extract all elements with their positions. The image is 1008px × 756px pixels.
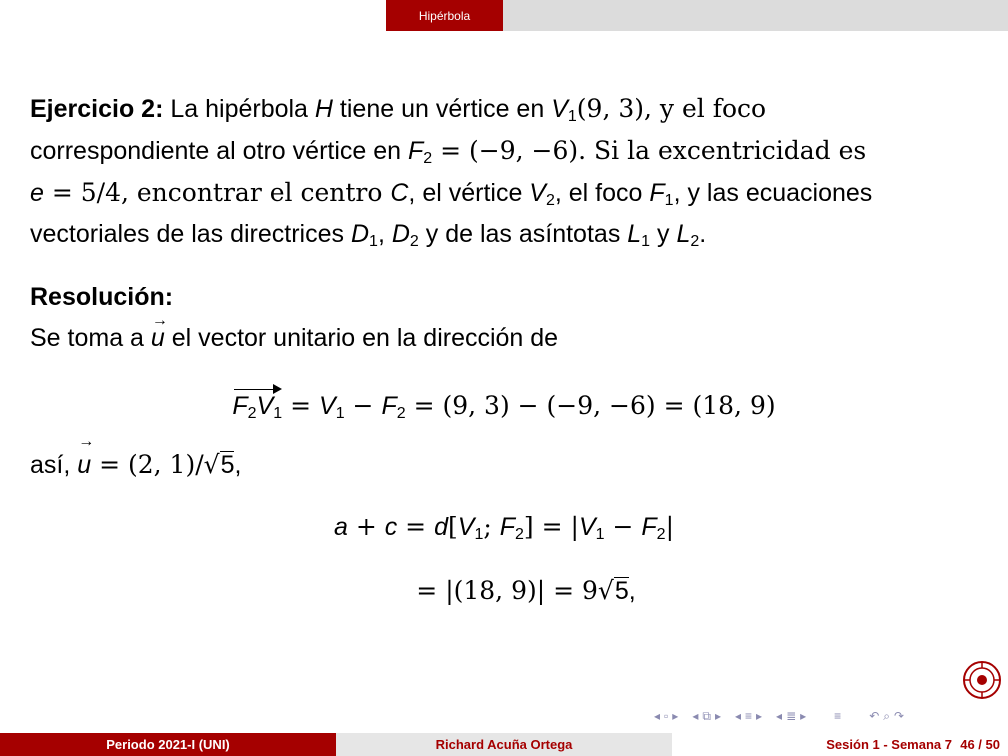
resolution-paragraph	[30, 277, 980, 359]
nav-left-icon[interactable]: ◂	[776, 709, 783, 723]
var-V: V	[457, 513, 475, 541]
footer-session: Sesión 1 - Semana 7	[826, 737, 952, 752]
text: +	[347, 512, 385, 541]
nav-left-icon[interactable]: ◂	[654, 709, 661, 723]
nav-right-icon[interactable]: ▸	[672, 709, 679, 723]
subscript: 2	[409, 233, 419, 250]
var-D: D	[350, 220, 370, 248]
text: ,	[628, 577, 636, 605]
nav-right-icon[interactable]: ▸	[756, 709, 763, 723]
nav-right-icon[interactable]: ▸	[714, 709, 721, 723]
var-C: C	[390, 179, 409, 207]
text: (9, 3), y el foco	[576, 94, 767, 123]
var-a: a	[333, 513, 348, 541]
sqrt-arg: 5	[614, 577, 629, 605]
var-V: V	[578, 513, 596, 541]
var-L: L	[627, 220, 642, 248]
subscript: 1	[474, 526, 484, 543]
text: y	[650, 220, 677, 248]
subscript: 1	[595, 526, 605, 543]
subscript: 2	[396, 405, 406, 422]
subscript: 1	[369, 233, 378, 250]
resolution-label: Resolución:	[30, 283, 174, 311]
vector-u: → u	[151, 318, 165, 359]
var-e: e	[30, 179, 44, 207]
asi-line	[30, 450, 241, 480]
nav-forward-icon[interactable]: ↷	[893, 709, 905, 723]
nav-frame-icon[interactable]: ▫	[664, 709, 669, 723]
subscript: 2	[515, 526, 524, 543]
var-D: D	[391, 220, 410, 248]
header-section-title[interactable]: Hipérbola	[386, 0, 503, 31]
subscript: 2	[656, 526, 666, 543]
var-V: V	[551, 95, 568, 123]
text: vectoriales de las directrices	[30, 220, 351, 248]
equation-3	[0, 576, 1008, 606]
text: = |(18, 9)| = 9√	[416, 576, 614, 605]
text: así,	[30, 451, 78, 479]
text: Se toma a	[30, 324, 151, 352]
nav-search-icon[interactable]: ⌕	[883, 708, 890, 723]
text: −	[344, 391, 382, 420]
nav-left-icon[interactable]: ◂	[734, 709, 741, 723]
text: ] = |	[523, 512, 579, 541]
var-F: F	[232, 392, 248, 420]
text: el vector unitario en la dirección de	[164, 324, 559, 352]
subscript: 2	[423, 150, 433, 167]
footer-page-number: 46 / 50	[960, 737, 1000, 752]
vector-u: → u	[77, 451, 91, 480]
footer-period: Periodo 2021-I (UNI)	[0, 733, 336, 756]
university-seal-icon	[962, 660, 1002, 700]
nav-doc-icon[interactable]: ≣	[786, 709, 797, 723]
beamer-navigation	[654, 708, 904, 724]
subscript: 2	[545, 192, 555, 209]
var-F: F	[641, 513, 657, 541]
nav-section-icon[interactable]: ≡	[745, 709, 753, 723]
exercise-paragraph	[30, 88, 980, 255]
text: = (2, 1)/√	[91, 450, 220, 479]
var-F: F	[381, 392, 397, 420]
nav-subsection-icon[interactable]: ⧉	[702, 708, 711, 723]
nav-appendix-icon[interactable]: ≡	[834, 709, 842, 723]
text: =	[282, 391, 320, 420]
var-F: F	[499, 513, 515, 541]
text: ;	[483, 512, 500, 541]
slide-content	[30, 88, 980, 359]
exercise-label: Ejercicio 2:	[30, 95, 164, 123]
subscript: 1	[641, 233, 651, 250]
header-left-section	[0, 0, 386, 31]
text: ,	[234, 451, 242, 479]
text: tiene un vértice en	[332, 95, 552, 123]
text: ,	[377, 220, 392, 248]
text: , el vértice	[408, 179, 530, 207]
nav-back-icon[interactable]: ↶	[869, 709, 880, 723]
text: =	[397, 512, 435, 541]
equation-2	[0, 512, 1008, 542]
footer-bar	[0, 733, 1008, 756]
text: = (−9, −6). Si la excentricidad es	[432, 136, 867, 165]
header-right-section	[503, 0, 1008, 31]
var-V: V	[256, 392, 274, 420]
var-d: d	[434, 513, 448, 541]
sqrt-arg: 5	[220, 451, 235, 479]
var-V: V	[319, 392, 336, 420]
subscript: 1	[335, 405, 345, 422]
var-L: L	[676, 220, 691, 248]
text: , el foco	[554, 179, 650, 207]
equation-1	[0, 391, 1008, 421]
footer-session-block	[672, 733, 1008, 756]
subscript: 1	[273, 405, 283, 422]
subscript: 1	[567, 108, 577, 125]
var-V: V	[529, 179, 546, 207]
subscript: 2	[690, 233, 700, 250]
header-bar	[0, 0, 1008, 31]
text: = 5/4, encontrar el centro	[43, 178, 391, 207]
text: correspondiente al otro vértice en	[30, 137, 408, 165]
nav-right-icon[interactable]: ▸	[800, 709, 807, 723]
text: −	[604, 512, 642, 541]
subscript: 2	[247, 405, 257, 422]
var-H: H	[314, 95, 333, 123]
text: = (9, 3) − (−9, −6) = (18, 9)	[405, 391, 776, 420]
var-c: c	[384, 513, 398, 541]
subscript: 1	[664, 192, 674, 209]
text: La hipérbola	[163, 95, 315, 123]
nav-left-icon[interactable]: ◂	[692, 709, 699, 723]
var-F: F	[408, 137, 424, 165]
text: , y las ecuaciones	[673, 179, 873, 207]
footer-author: Richard Acuña Ortega	[336, 733, 672, 756]
text: [	[447, 512, 458, 541]
var-F: F	[649, 179, 665, 207]
vector-F2V1	[232, 392, 282, 421]
text: .	[699, 220, 707, 248]
text: y de las asíntotas	[418, 220, 628, 248]
text: |	[665, 512, 674, 541]
